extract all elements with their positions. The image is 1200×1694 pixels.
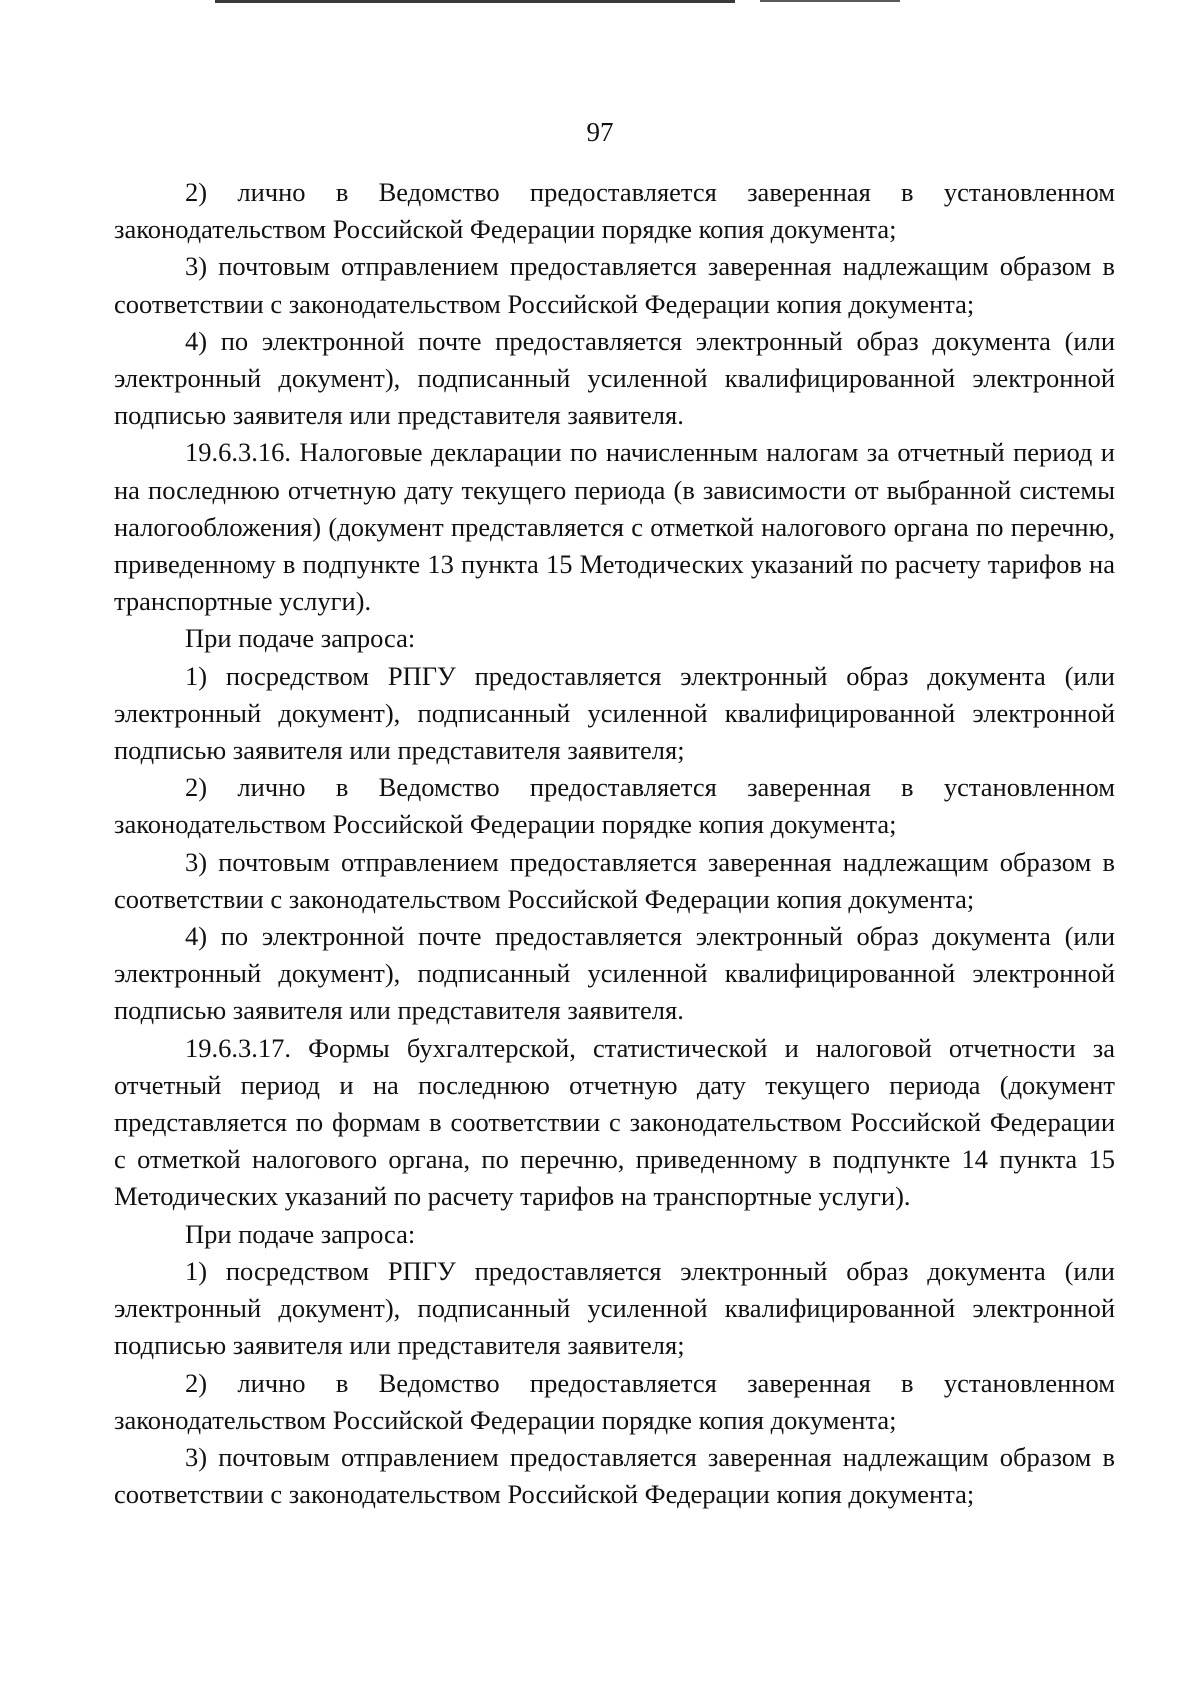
paragraph-section-19-6-3-17: 19.6.3.17. Формы бухгалтерской, статистической и налоговой отчетности за отчетный период и на последнюю отчетную дату текущего периода (документ представляется по формам в соответствии с законодательством Российской Федерации с отметкой налогового органа, по перечню, приведенному в подпункте 14 пункта 15 Методических указаний по расчету тарифов на транспортные услуги). xyxy=(114,1032,1115,1212)
paragraph-delivery-via-rpgu: 1) посредством РПГУ предоставляется электронный образ документа (или электронный документ), подписанный усиленной квалифицированной электронной подписью заявителя или представителя заявителя; xyxy=(114,1255,1115,1361)
paragraph-delivery-by-email: 4) по электронной почте предоставляется электронный образ документа (или электронный документ), подписанный усиленной квалифицированной электронной подписью заявителя или представителя заявителя. xyxy=(114,325,1115,431)
scan-edge-mark xyxy=(760,0,900,2)
document-body xyxy=(114,174,1115,1513)
paragraph-delivery-by-mail: 3) почтовым отправлением предоставляется заверенная надлежащим образом в соответствии с законодательством Российской Федерации копия документа; xyxy=(114,846,1115,914)
paragraph-section-19-6-3-16: 19.6.3.16. Налоговые декларации по начисленным налогам за отчетный период и на последнюю отчетную дату текущего периода (в зависимости от выбранной системы налогообложения) (документ представляется с отметкой налогового органа по перечню, приведенному в подпункте 13 пункта 15 Методических указаний по расчету тарифов на транспортные услуги). xyxy=(114,437,1115,617)
paragraph-request-intro: При подаче запроса: xyxy=(185,1218,416,1249)
scan-edge-mark xyxy=(215,0,735,3)
paragraph-delivery-in-person: 2) лично в Ведомство предоставляется заверенная в установленном законодательством Российской Федерации порядке копия документа; xyxy=(114,772,1115,840)
paragraph-delivery-via-rpgu: 1) посредством РПГУ предоставляется электронный образ документа (или электронный документ), подписанный усиленной квалифицированной электронной подписью заявителя или представителя заявителя; xyxy=(114,660,1115,766)
paragraph-delivery-in-person: 2) лично в Ведомство предоставляется заверенная в установленном законодательством Российской Федерации порядке копия документа; xyxy=(114,177,1115,245)
paragraph-delivery-by-mail: 3) почтовым отправлением предоставляется заверенная надлежащим образом в соответствии с законодательством Российской Федерации копия документа; xyxy=(114,1441,1115,1510)
paragraph-delivery-by-email: 4) по электронной почте предоставляется электронный образ документа (или электронный документ), подписанный усиленной квалифицированной электронной подписью заявителя или представителя заявителя. xyxy=(114,921,1115,1026)
page-number: 97 xyxy=(586,117,614,147)
paragraph-delivery-in-person: 2) лично в Ведомство предоставляется заверенная в установленном законодательством Российской Федерации порядке копия документа; xyxy=(114,1367,1115,1435)
paragraph-request-intro: При подаче запроса: xyxy=(185,623,416,654)
paragraph-delivery-by-mail: 3) почтовым отправлением предоставляется заверенная надлежащим образом в соответствии с законодательством Российской Федерации копия документа; xyxy=(114,251,1115,319)
